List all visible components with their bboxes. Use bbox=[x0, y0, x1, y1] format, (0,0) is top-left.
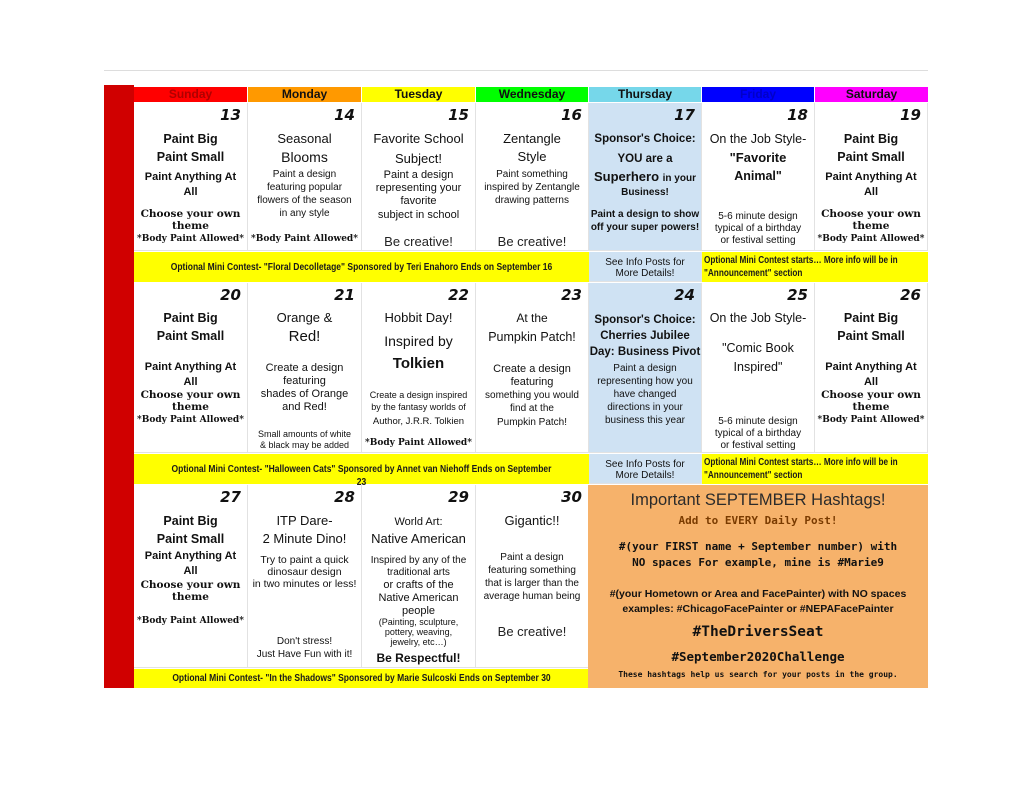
left-red-bar bbox=[104, 85, 134, 688]
hashtags-panel bbox=[588, 485, 928, 688]
day-text: Small amounts of white bbox=[257, 429, 352, 439]
top-rule bbox=[104, 70, 928, 71]
day-title: Style bbox=[517, 149, 547, 164]
date-number: 17 bbox=[674, 106, 695, 124]
day-cell-24 bbox=[589, 283, 702, 453]
day-text: All bbox=[183, 186, 198, 198]
info-text: See Info Posts for bbox=[605, 257, 685, 268]
body-paint-note: *Body Paint Allowed* bbox=[137, 616, 244, 626]
hashtag-instruction: #(your FIRST name + September number) with bbox=[618, 540, 898, 553]
day-title: Paint Small bbox=[156, 329, 225, 343]
hashtag-september-challenge: #September2020Challenge bbox=[671, 649, 845, 664]
day-cell-21 bbox=[248, 283, 362, 453]
mini-contest-text: Optional Mini Contest- "Halloween Cats" Sponsored by Annet van Niehoff Ends on September 23 bbox=[171, 464, 552, 488]
day-title: Sponsor's Choice: bbox=[594, 133, 696, 145]
body-paint-note: *Body Paint Allowed* bbox=[817, 234, 925, 244]
day-title: World Art: bbox=[394, 516, 443, 528]
day-text: Create a design bbox=[265, 362, 344, 374]
day-text: Try to paint a quick bbox=[260, 554, 349, 566]
day-cell-15 bbox=[362, 103, 476, 251]
be-creative-text: Be creative! bbox=[497, 624, 567, 639]
day-text: in two minutes or less! bbox=[252, 578, 357, 590]
day-title: Seasonal bbox=[277, 131, 332, 146]
day-text: directions in your bbox=[607, 402, 683, 413]
day-text: 5-6 minute design bbox=[718, 416, 798, 427]
date-number: 14 bbox=[334, 106, 355, 124]
day-title: Paint Small bbox=[156, 150, 225, 164]
body-paint-note: *Body Paint Allowed* bbox=[137, 234, 244, 244]
day-text: All bbox=[183, 565, 198, 577]
hashtag-instruction: examples: #ChicagoFacePainter or #NEPAFacePainter bbox=[622, 603, 894, 615]
date-number: 13 bbox=[220, 106, 241, 124]
day-cell-13 bbox=[134, 103, 248, 251]
day-cell-25 bbox=[702, 283, 815, 453]
day-text: featuring bbox=[283, 375, 326, 387]
day-text: Choose your own bbox=[140, 389, 241, 401]
day-text: Paint Anything At bbox=[825, 361, 917, 373]
body-paint-note: *Body Paint Allowed* bbox=[817, 415, 925, 425]
mini-contest-text: Optional Mini Contest- "Floral Decolletage" Sponsored by Teri Enahoro Ends on September 16 bbox=[170, 262, 553, 273]
hashtags-subtitle: Add to EVERY Daily Post! bbox=[678, 514, 838, 527]
body-paint-note: *Body Paint Allowed* bbox=[251, 234, 358, 244]
day-title: Inspired by bbox=[384, 333, 453, 349]
day-title: Orange & bbox=[276, 310, 333, 325]
day-text: theme bbox=[852, 220, 890, 232]
superhero-text: Superhero bbox=[594, 169, 660, 184]
mini-contest-text: Optional Mini Contest- "In the Shadows" Sponsored by Marie Sulcoski Ends on September 30 bbox=[172, 673, 551, 684]
day-title: Paint Big bbox=[843, 311, 899, 325]
friday-contest-text: Optional Mini Contest starts… More info will be in bbox=[704, 457, 898, 468]
day-title: Paint Big bbox=[163, 311, 218, 325]
day-title: Inspired" bbox=[733, 360, 783, 374]
friday-contest-banner bbox=[702, 252, 928, 282]
day-text: Don't stress! bbox=[276, 636, 333, 647]
friday-contest-banner bbox=[702, 454, 928, 484]
day-header-wednesday: Wednesday bbox=[476, 87, 588, 102]
day-text: theme bbox=[172, 220, 209, 232]
info-cell bbox=[589, 454, 702, 484]
day-text: or festival setting bbox=[720, 235, 796, 246]
day-title: Paint Small bbox=[837, 329, 905, 343]
day-text: something you would bbox=[485, 390, 579, 401]
friday-contest-text: "Announcement" section bbox=[704, 268, 803, 279]
day-text: Pumpkin Patch! bbox=[496, 417, 568, 428]
day-title: Zentangle bbox=[503, 131, 561, 146]
day-text: people bbox=[401, 605, 436, 617]
day-text: subject in school bbox=[377, 209, 460, 221]
date-number: 22 bbox=[448, 286, 469, 304]
date-number: 20 bbox=[220, 286, 241, 304]
hashtags-title: Important SEPTEMBER Hashtags! bbox=[630, 491, 886, 509]
day-text: featuring bbox=[510, 376, 554, 388]
info-text: More Details! bbox=[615, 268, 675, 279]
day-title: Blooms bbox=[281, 149, 328, 165]
day-title: Subject! bbox=[395, 151, 442, 166]
friday-contest-text: "Announcement" section bbox=[704, 470, 803, 481]
day-cell-20 bbox=[134, 283, 248, 453]
day-text: & black may be added bbox=[259, 440, 350, 450]
day-text: theme bbox=[172, 401, 209, 413]
day-header-saturday: Saturday bbox=[815, 87, 928, 102]
day-cell-29 bbox=[362, 485, 476, 668]
day-header-friday: Friday bbox=[702, 87, 814, 102]
day-title: Tolkien bbox=[392, 355, 445, 372]
day-text: in any style bbox=[279, 208, 330, 219]
date-number: 28 bbox=[334, 488, 355, 506]
day-text: find at the bbox=[510, 403, 554, 414]
date-number: 19 bbox=[900, 106, 921, 124]
day-header-monday: Monday bbox=[248, 87, 361, 102]
date-number: 16 bbox=[561, 106, 582, 124]
mini-contest-banner bbox=[134, 454, 589, 488]
day-text: pottery, weaving, bbox=[384, 627, 453, 637]
day-text: Author, J.R.R. Tolkien bbox=[372, 416, 465, 427]
day-title: Paint Big bbox=[163, 514, 218, 528]
date-number: 23 bbox=[561, 286, 582, 304]
day-title: 2 Minute Dino! bbox=[262, 531, 347, 546]
hashtag-instruction: #(your Hometown or Area and FacePainter) with NO spaces bbox=[609, 588, 907, 600]
day-title: YOU are a bbox=[617, 153, 673, 165]
day-title: On the Job Style- bbox=[709, 311, 807, 325]
day-cell-17 bbox=[589, 103, 702, 251]
day-text: off your super powers! bbox=[590, 222, 700, 233]
day-text: in your bbox=[662, 173, 696, 184]
day-header-sunday: Sunday bbox=[134, 87, 247, 102]
day-text: Create a design inspired bbox=[369, 390, 468, 400]
mini-contest-banner bbox=[134, 669, 589, 688]
body-paint-note: *Body Paint Allowed* bbox=[137, 415, 244, 425]
day-text: All bbox=[863, 186, 879, 198]
day-text: Native American bbox=[378, 592, 459, 604]
day-text: favorite bbox=[400, 195, 437, 207]
day-text: representing how you bbox=[597, 376, 693, 387]
day-title: "Favorite bbox=[729, 150, 787, 165]
day-text: have changed bbox=[613, 389, 677, 400]
day-title: Paint Big bbox=[163, 132, 218, 146]
be-respectful-text: Be Respectful! bbox=[376, 651, 461, 665]
day-text: jewelry, etc…) bbox=[390, 637, 447, 647]
day-title: Paint Small bbox=[156, 532, 225, 546]
day-text: Paint a design bbox=[613, 363, 677, 374]
day-title: Paint Big bbox=[843, 132, 899, 146]
day-title: Hobbit Day! bbox=[384, 310, 453, 325]
info-text: See Info Posts for bbox=[605, 459, 685, 470]
day-text: drawing patterns bbox=[495, 195, 569, 206]
day-title: At the bbox=[516, 311, 548, 325]
day-text: Just Have Fun with it! bbox=[256, 649, 353, 660]
date-number: 18 bbox=[787, 106, 808, 124]
day-text: typical of a birthday bbox=[714, 223, 802, 234]
date-number: 24 bbox=[674, 286, 695, 304]
day-cell-30 bbox=[476, 485, 589, 668]
day-cell-22 bbox=[362, 283, 476, 453]
day-title: Red! bbox=[288, 328, 321, 345]
day-text: Paint something bbox=[496, 169, 568, 180]
day-text: Paint Anything At bbox=[144, 171, 237, 183]
day-text: Paint Anything At bbox=[144, 361, 237, 373]
day-text: featuring popular bbox=[266, 182, 343, 193]
body-paint-note: *Body Paint Allowed* bbox=[365, 438, 472, 448]
day-title: Paint Small bbox=[837, 150, 905, 164]
day-text: featuring something bbox=[488, 565, 576, 576]
day-text: 5-6 minute design bbox=[718, 211, 798, 222]
day-header-tuesday: Tuesday bbox=[362, 87, 475, 102]
day-text: Inspired by any of the bbox=[370, 555, 467, 566]
friday-contest-text: Optional Mini Contest starts… More info will be in bbox=[704, 255, 898, 266]
day-text: Business! bbox=[621, 187, 669, 198]
day-text: Choose your own bbox=[821, 389, 921, 401]
day-text: Paint a design to show bbox=[590, 209, 700, 220]
date-number: 21 bbox=[334, 286, 355, 304]
calendar bbox=[134, 85, 928, 688]
day-text: business this year bbox=[604, 415, 686, 426]
day-text: representing your bbox=[375, 182, 462, 194]
day-text: Choose your own bbox=[821, 208, 921, 220]
info-cell bbox=[589, 252, 702, 282]
day-title: Cherries Jubilee bbox=[600, 330, 690, 342]
info-text: More Details! bbox=[615, 470, 675, 481]
day-text: Paint Anything At bbox=[144, 550, 237, 562]
day-text: theme bbox=[172, 591, 209, 603]
hashtag-drivers-seat: #TheDriversSeat bbox=[692, 624, 824, 640]
day-text: (Painting, sculpture, bbox=[378, 617, 459, 627]
day-cell-16 bbox=[476, 103, 589, 251]
day-text: Paint Anything At bbox=[825, 171, 917, 183]
day-title: "Comic Book bbox=[722, 341, 794, 355]
day-cell-26 bbox=[815, 283, 928, 453]
day-title: ITP Dare- bbox=[276, 513, 333, 528]
day-title: Pumpkin Patch! bbox=[488, 330, 576, 344]
day-text: Paint a design bbox=[272, 169, 337, 180]
day-cell-14 bbox=[248, 103, 362, 251]
day-cell-27 bbox=[134, 485, 248, 668]
day-title: Day: Business Pivot bbox=[589, 346, 701, 358]
day-title: On the Job Style- bbox=[709, 132, 807, 146]
day-text: typical of a birthday bbox=[714, 428, 802, 439]
day-text: average human being bbox=[483, 591, 581, 602]
day-title: Favorite School bbox=[373, 131, 464, 146]
date-number: 29 bbox=[448, 488, 469, 506]
day-text: or crafts of the bbox=[383, 579, 454, 591]
day-cell-23 bbox=[476, 283, 589, 453]
date-number: 15 bbox=[448, 106, 469, 124]
day-text: flowers of the season bbox=[257, 195, 352, 206]
day-text: that is larger than the bbox=[485, 578, 579, 589]
day-text: theme bbox=[852, 401, 890, 413]
day-text: shades of Orange bbox=[260, 388, 349, 400]
hashtags-footer: These hashtags help us search for your posts in the group. bbox=[618, 670, 898, 679]
day-text: and Red! bbox=[282, 401, 327, 413]
day-title: Gigantic!! bbox=[504, 513, 560, 528]
day-text: Paint a design bbox=[383, 169, 454, 181]
date-number: 26 bbox=[900, 286, 921, 304]
day-text: traditional arts bbox=[387, 567, 450, 578]
day-title: Sponsor's Choice: bbox=[594, 314, 696, 326]
date-number: 30 bbox=[561, 488, 582, 506]
day-text: dinosaur design bbox=[267, 566, 342, 578]
day-text: Create a design bbox=[493, 363, 571, 375]
day-title: Native American bbox=[371, 531, 466, 546]
day-header-thursday: Thursday bbox=[589, 87, 701, 102]
day-title: Animal" bbox=[734, 169, 782, 183]
be-creative-text: Be creative! bbox=[384, 234, 453, 249]
day-text: inspired by Zentangle bbox=[484, 182, 580, 193]
day-text: or festival setting bbox=[720, 440, 796, 451]
day-text: Choose your own bbox=[140, 579, 241, 591]
day-text: Paint a design bbox=[500, 552, 564, 563]
day-text: by the fantasy worlds of bbox=[371, 402, 466, 412]
hashtag-instruction: NO spaces For example, mine is #Marie9 bbox=[632, 556, 884, 569]
day-cell-19 bbox=[815, 103, 928, 251]
date-number: 27 bbox=[220, 488, 241, 506]
day-text: All bbox=[863, 376, 879, 388]
day-cell-28 bbox=[248, 485, 362, 668]
day-text: All bbox=[183, 376, 198, 388]
day-cell-18 bbox=[702, 103, 815, 251]
mini-contest-banner bbox=[134, 252, 589, 282]
day-text: Choose your own bbox=[140, 208, 241, 220]
be-creative-text: Be creative! bbox=[497, 234, 567, 249]
date-number: 25 bbox=[787, 286, 808, 304]
